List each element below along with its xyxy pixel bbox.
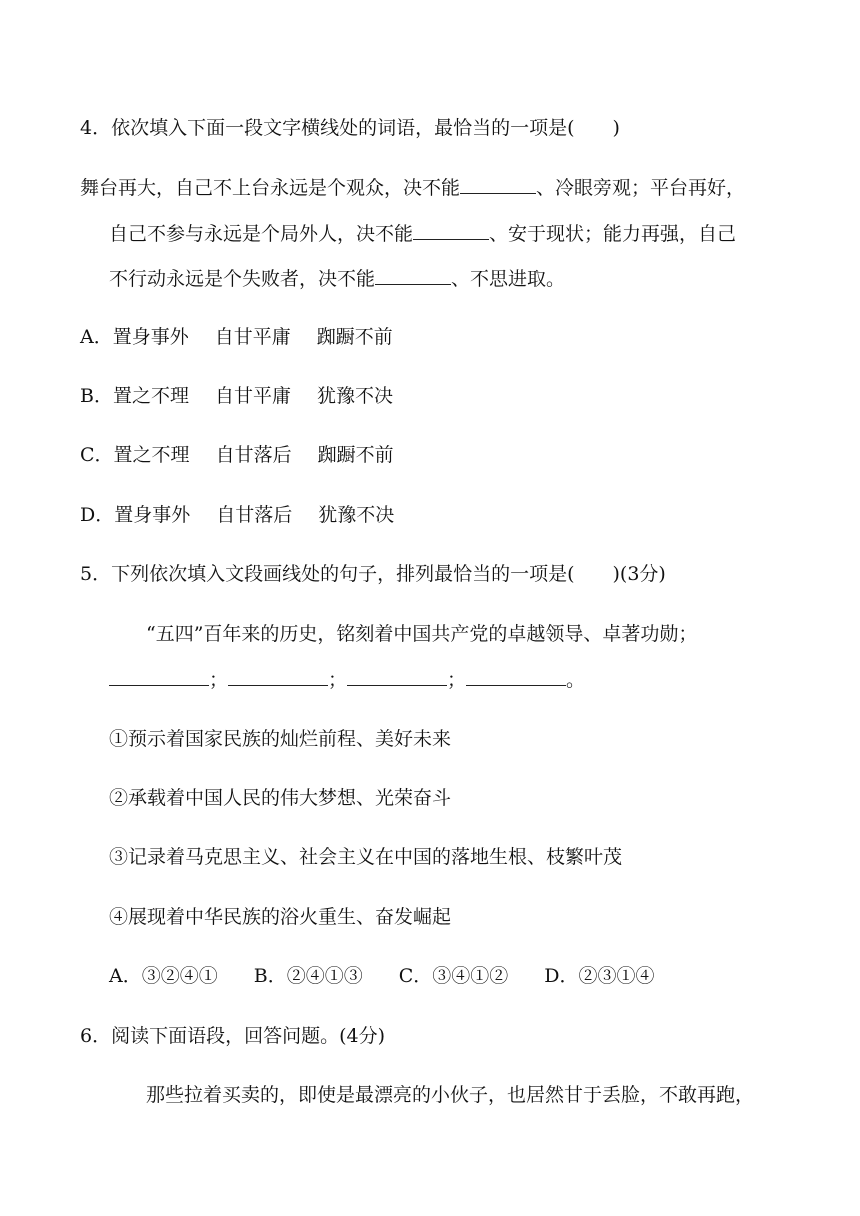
- option-label: A．: [80, 326, 113, 348]
- q5-separator: ；: [447, 669, 467, 691]
- option-word: 犹豫不决: [317, 385, 394, 407]
- q4-passage-text: 自己不参与永远是个局外人，决不能: [109, 223, 414, 245]
- q5-end-mark: 。: [566, 669, 586, 691]
- q5-passage-line-1: “五四”百年来的历史，铭刻着中国共产党的卓越领导、卓著功勋；: [146, 623, 698, 645]
- q4-blank-1: [460, 175, 536, 194]
- choice-label: D．: [544, 965, 579, 987]
- option-word: 踟蹰不前: [317, 444, 394, 466]
- q4-passage-line-2: [109, 221, 736, 246]
- q5-sentence-4: ④展现着中华民族的浴火重生、奋发崛起: [109, 906, 452, 928]
- q4-option-b: [80, 384, 393, 408]
- q5-sentence-1: ①预示着国家民族的灿烂前程、美好未来: [109, 728, 452, 750]
- q5-passage-blanks: [109, 667, 585, 692]
- q5-separator: ；: [209, 669, 229, 691]
- q5-blank-1: [109, 667, 209, 686]
- q4-option-a: [80, 325, 393, 349]
- q5-blank-3: [347, 667, 447, 686]
- option-word: 置之不理: [112, 385, 189, 407]
- choice-label: C．: [398, 965, 433, 987]
- q4-stem: 4．依次填入下面一段文字横线处的词语，最恰当的一项是( ): [80, 117, 620, 139]
- q4-passage-text: 不行动永远是个失败者，决不能: [109, 268, 376, 290]
- option-word: 置身事外: [114, 504, 191, 526]
- option-word: 自甘落后: [216, 504, 293, 526]
- q4-passage-text: 、冷眼旁观；平台再好，: [536, 177, 746, 199]
- q4-passage-line-1: [80, 175, 745, 200]
- q4-blank-3: [375, 266, 451, 285]
- option-label: B．: [80, 385, 113, 407]
- option-word: 自甘平庸: [214, 385, 291, 407]
- option-word: 踟蹰不前: [316, 326, 393, 348]
- q6-stem: 6．阅读下面语段，回答问题。(4分): [80, 1025, 386, 1047]
- option-word: 自甘平庸: [214, 326, 291, 348]
- q5-choices: [109, 964, 655, 988]
- q5-separator: ；: [328, 669, 348, 691]
- q4-passage-line-3: [109, 266, 565, 291]
- q5-stem: 5．下列依次填入文段画线处的句子，排列最恰当的一项是( )(3分): [80, 563, 666, 585]
- q4-passage-text: 、安于现状；能力再强，自己: [489, 223, 737, 245]
- choice-value: ②④①③: [286, 965, 363, 987]
- q5-blank-4: [466, 667, 566, 686]
- choice-value: ③④①②: [432, 965, 509, 987]
- q4-option-d: [80, 503, 394, 527]
- q4-passage-text: 、不思进取。: [451, 268, 566, 290]
- q4-blank-2: [413, 221, 489, 240]
- option-word: 置身事外: [112, 326, 189, 348]
- option-label: D．: [80, 504, 115, 526]
- q5-sentence-2: ②承载着中国人民的伟大梦想、光荣奋斗: [109, 787, 452, 809]
- choice-value: ③②④①: [141, 965, 218, 987]
- q5-blank-2: [228, 667, 328, 686]
- q5-sentence-3: ③记录着马克思主义、社会主义在中国的落地生根、枝繁叶茂: [109, 846, 623, 868]
- option-word: 置之不理: [113, 444, 190, 466]
- q4-option-c: [80, 443, 394, 467]
- option-word: 自甘落后: [215, 444, 292, 466]
- choice-label: B．: [253, 965, 287, 987]
- option-word: 犹豫不决: [318, 504, 395, 526]
- option-label: C．: [80, 444, 114, 466]
- q6-passage-line-1: 那些拉着买卖的，即使是最漂亮的小伙子，也居然甘于丢脸，不敢再跑，: [146, 1084, 755, 1106]
- choice-value: ②③①④: [578, 965, 655, 987]
- q4-passage-text: 舞台再大，自己不上台永远是个观众，决不能: [80, 177, 461, 199]
- choice-label: A．: [109, 965, 142, 987]
